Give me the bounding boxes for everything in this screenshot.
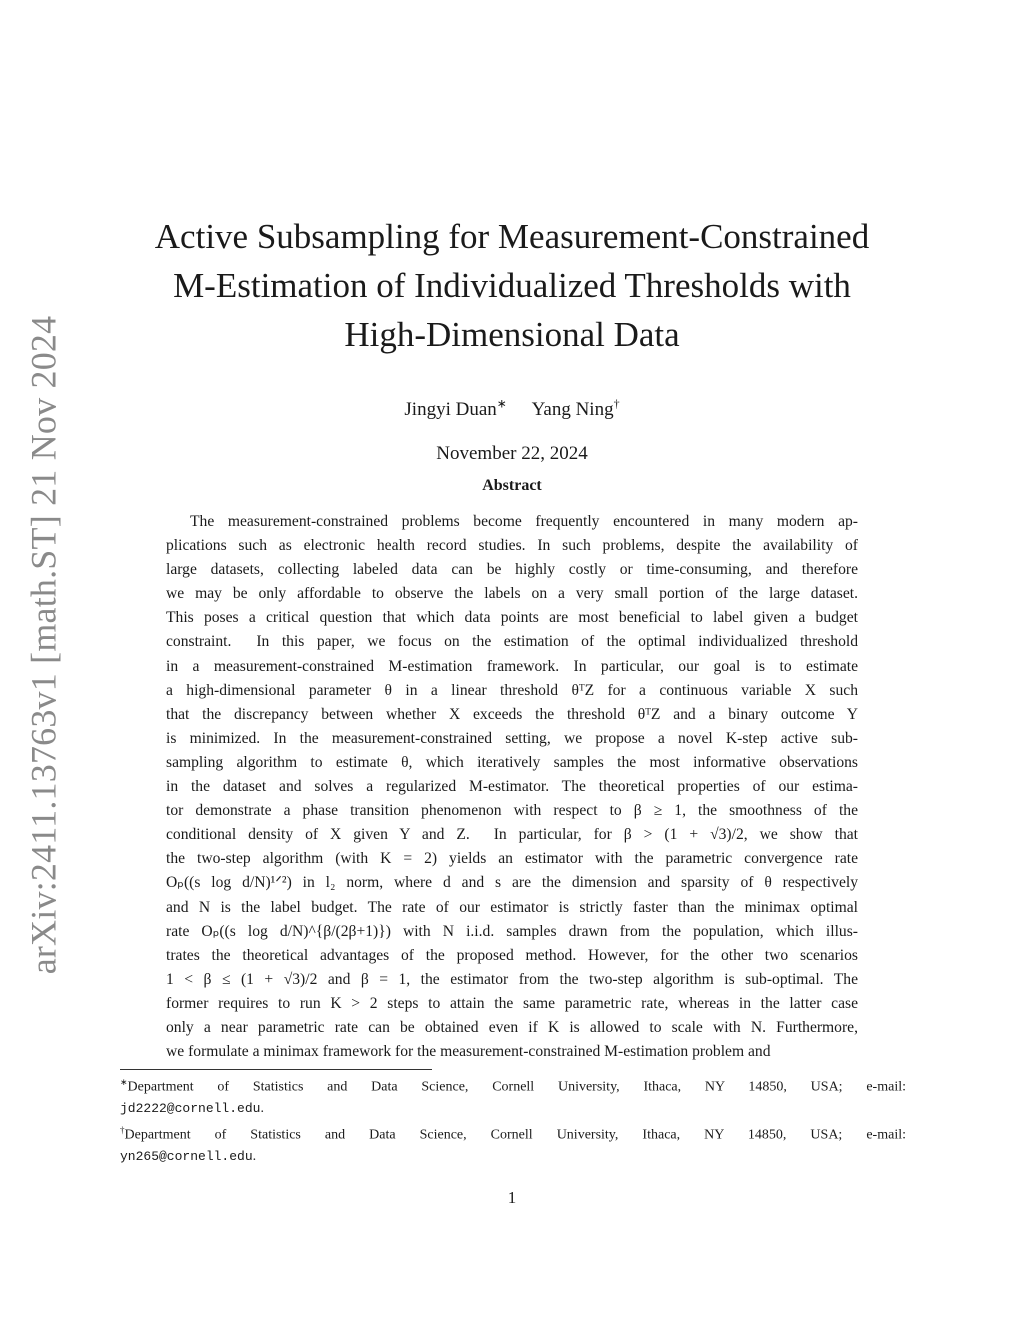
abstract-line: rate Oₚ((s log d/N)^{β/(2β+1)}) with N i.i.d. samples drawn from the population, which illus- [166, 922, 858, 940]
abstract-line: trates the theoretical advantages of the proposed method. However, for the other two scenarios [166, 946, 858, 964]
abstract-body [166, 510, 858, 1064]
footnote-ning: †Department of Statistics and Data Science, Cornell University, Ithaca, NY 14850, USA; e-mail: yn265@cornell.edu. [120, 1124, 906, 1164]
abstract-line: sampling algorithm to estimate θ, which iteratively samples the most informative observations [166, 753, 858, 771]
footnote-divider [120, 1069, 432, 1070]
abstract-line: only a near parametric rate can be obtained even if K is allowed to scale with N. Furthermore, [166, 1018, 858, 1036]
abstract-line: that the discrepancy between whether X exceeds the threshold θᵀZ and a binary outcome Y [166, 705, 858, 723]
abstract-line: large datasets, collecting labeled data can be highly costly or time-consuming, and therefore [166, 561, 858, 579]
abstract-heading: Abstract [482, 477, 542, 494]
email-link[interactable]: jd2222@cornell.edu [120, 1101, 261, 1117]
footnotes [120, 1072, 906, 1167]
footnote-duan: ∗Department of Statistics and Data Science, Cornell University, Ithaca, NY 14850, USA; e-mail: jd2222@cornell.edu. [120, 1077, 906, 1117]
author-list [0, 397, 1024, 421]
abstract-line: plications such as electronic health record studies. In such problems, despite the availability of [166, 537, 858, 555]
abstract-line: and N is the label budget. The rate of our estimator is strictly faster than the minimax optimal [166, 898, 858, 916]
footnote-affiliation: Department of Statistics and Data Science, Cornell University, Ithaca, NY 14850, USA; e-mail: [127, 1079, 906, 1095]
footnote-mark: † [613, 397, 620, 411]
footnote-affiliation: Department of Statistics and Data Science, Cornell University, Ithaca, NY 14850, USA; e-mail: [124, 1127, 906, 1143]
title-line: Active Subsampling for Measurement-Constrained [154, 217, 870, 256]
abstract-line: conditional density of X given Y and Z. In particular, for β > (1 + √3)/2, we show that [166, 826, 858, 844]
page-number: 1 [507, 1188, 517, 1207]
abstract-line: a high-dimensional parameter θ in a linear threshold θᵀZ for a continuous variable X such [166, 681, 858, 699]
email-link[interactable]: yn265@cornell.edu [120, 1148, 253, 1164]
arxiv-identifier-text: arXiv:2411.13763v1 [math.ST] 21 Nov 2024 [23, 315, 64, 975]
abstract-line: tor demonstrate a phase transition phenomenon with respect to β ≥ 1, the smoothness of the [166, 802, 858, 820]
abstract-line: The measurement-constrained problems become frequently encountered in many modern ap- [190, 513, 858, 530]
abstract-line: constraint. In this paper, we focus on the estimation of the optimal individualized threshold [166, 633, 858, 651]
abstract-line: Oₚ((s log d/N)¹ᐟ²) in l₂ norm, where d and s are the dimension and sparsity of θ respectively [166, 874, 858, 892]
abstract-line: in a measurement-constrained M-estimation framework. In particular, our goal is to estimate [166, 657, 858, 675]
abstract-line: we may be only affordable to observe the labels on a very small portion of the large dataset. [166, 585, 858, 603]
abstract-line: the two-step algorithm (with K = 2) yields an estimator with the parametric convergence rate [166, 850, 858, 868]
abstract-line: in the dataset and solves a regularized M-estimator. The theoretical properties of our estima- [166, 778, 858, 796]
author-ning: Yang Ning† [531, 397, 620, 421]
abstract-line: 1 < β ≤ (1 + √3)/2 and β = 1, the estimator from the two-step algorithm is sub-optimal. The [166, 970, 858, 988]
abstract-line: former requires to run K > 2 steps to attain the same parametric rate, whereas in the latter case [166, 994, 858, 1012]
author-duan: Jingyi Duan∗ [404, 397, 507, 421]
title-line: M-Estimation of Individualized Thresholds with [173, 266, 851, 305]
arxiv-identifier-stamp [18, 315, 68, 975]
abstract-line: is minimized. In the measurement-constrained setting, we propose a novel K-step active sub- [166, 729, 858, 747]
paper-date: November 22, 2024 [436, 443, 588, 464]
paper-title [120, 212, 904, 359]
title-line: High-Dimensional Data [344, 315, 680, 354]
footnote-mark: ∗ [496, 397, 507, 411]
abstract-line: This poses a critical question that which data points are most beneficial to label given a budget [166, 609, 858, 627]
abstract-line: we formulate a minimax framework for the measurement-constrained M-estimation problem and [166, 1043, 771, 1061]
